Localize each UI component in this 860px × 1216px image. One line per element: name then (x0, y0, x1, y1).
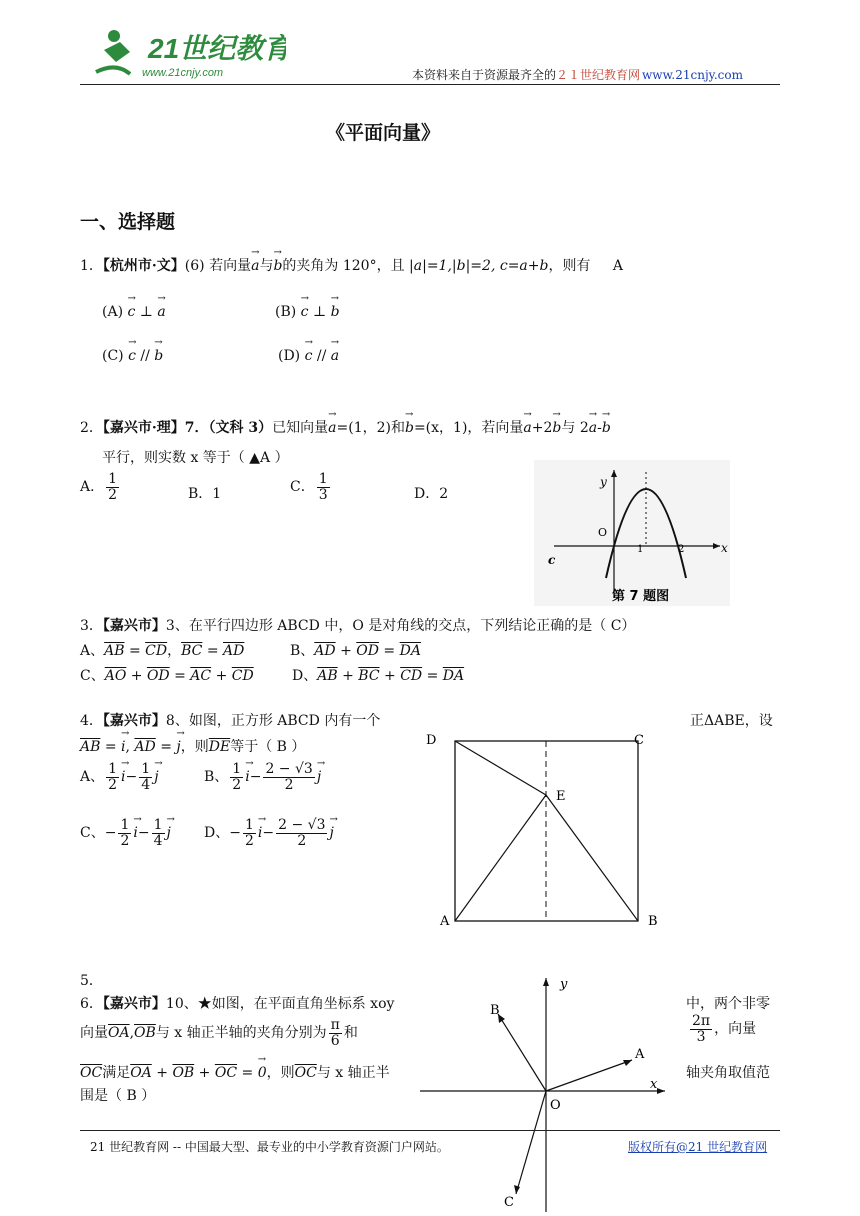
svg-text:B: B (490, 1003, 500, 1018)
q2-option-d: D．2 (414, 486, 449, 502)
svg-text:O: O (598, 526, 608, 539)
q6-stem-line3: $\overline{OC}$满足$\overline{OA} + \overline{OB} + \overline{OC}$ = → 0，则$\overline{OC}$与 x 轴正半 (80, 1062, 390, 1082)
q6-stem-right2: $\frac{2\pi}{3}$ ，向量 (692, 1013, 757, 1045)
section-heading: 一、选择题 (80, 211, 176, 233)
svg-text:E: E (556, 789, 566, 804)
q3-option-b: B、$\overline{AD} + \overline{OD} = \overline{DA}$ (290, 643, 421, 659)
q4-stem-right: 正ΔABE，设 (690, 713, 773, 729)
q1-option-a: (A) → c ⊥ → a (102, 304, 166, 320)
page-title: 《平面向量》 (326, 122, 441, 144)
svg-text:O: O (550, 1098, 561, 1113)
q2-option-b: B．1 (188, 486, 222, 502)
svg-text:y: y (600, 475, 607, 489)
svg-text:c: c (548, 553, 556, 567)
q3-option-a: A、$\overline{AB} = \overline{CD}$，$\overline{BC} = \overline{AD}$ (80, 643, 245, 659)
svg-text:x: x (721, 541, 728, 555)
brand-link[interactable]: ２１世纪教育网 (556, 68, 641, 82)
footer-divider (80, 1130, 780, 1131)
q4-option-c: C、− $\frac{1}{2}$ → i− $\frac{1}{4}$ → j (80, 818, 171, 848)
q1-option-c: (C) → c // → b (102, 348, 163, 364)
q4-stem: 4．【嘉兴市】8、如图，正方形 ABCD 内有一个 (80, 713, 381, 729)
q6-stem-right1: 中，两个非零 (686, 996, 770, 1012)
q2-figure-caption: 第 7 题图 (612, 589, 670, 604)
q1-option-b: (B) → c ⊥ → b (275, 304, 340, 320)
svg-text:A: A (440, 914, 450, 929)
q4-option-b: B、 $\frac{1}{2}$ → i− $\frac{2 - √3}{2}$ → j (204, 762, 321, 792)
svg-text:x: x (650, 1077, 658, 1092)
q6-stem: 6．【嘉兴市】10、★如图，在平面直角坐标系 xoy (80, 996, 395, 1012)
svg-text:2: 2 (678, 544, 685, 555)
q1-answer: A (612, 258, 624, 274)
logo-url: www.21cnjy.com (142, 67, 224, 79)
q4-square-figure (420, 726, 670, 932)
svg-text:1: 1 (637, 544, 644, 555)
q2-stem-line2: 平行，则实数 x 等于（ ▲A ） (102, 450, 289, 466)
q1-stem: 1．【杭州市·文】(6) 若向量→ a与→ b的夹角为 120°，且 |a|=1,|b|=2, c=a+b，则有 A (80, 255, 623, 275)
site-link[interactable]: www.21cnjy.com (642, 68, 743, 82)
svg-text:A: A (635, 1047, 645, 1062)
q2-parabola-figure (534, 460, 730, 606)
footer-copyright-link[interactable]: 版权所有@21 世纪教育网 (628, 1140, 768, 1154)
q6-stem-right3: 轴夹角取值范 (686, 1065, 770, 1081)
footer-left: 21 世纪教育网 -- 中国最大型、最专业的中小学教育资源门户网站。 (90, 1140, 449, 1154)
runner-logo-icon (86, 22, 286, 82)
q2-option-a: A． $\frac{1}{2}$ (80, 471, 118, 503)
header-notice: 本资料来自于资源最齐全的２１世纪教育网 www.21cnjy.com (412, 68, 743, 82)
q3-stem: 3．【嘉兴市】3、在平行四边形 ABCD 中，O 是对角线的交点，下列结论正确的是（ C） (80, 618, 636, 634)
q5-number: 5． (80, 973, 103, 989)
q2-option-c: C． $\frac{1}{3}$ (290, 471, 328, 503)
site-logo (86, 22, 286, 82)
svg-text:B: B (648, 914, 658, 929)
q2-stem: 2．【嘉兴市·理】7．（文科 3）已知向量→ a=(1，2)和→ b=(x，1)，若向量→ a+2→ b与 2→ a-→ b (80, 417, 611, 437)
svg-text:y: y (560, 977, 568, 992)
q3-option-c: C、$\overline{AO} + \overline{OD} = \overline{AC} + \overline{CD}$ (80, 668, 254, 684)
q1-option-d: (D) → c // → a (278, 348, 339, 364)
svg-text:D: D (426, 733, 437, 748)
q6-coordinate-figure (410, 972, 680, 1212)
svg-text:C: C (634, 733, 644, 748)
logo-text: 21世纪教育 (148, 33, 286, 64)
q4-option-d: D、− $\frac{1}{2}$ → i− $\frac{2 - √3}{2}$ → j (204, 818, 334, 848)
q4-option-a: A、 $\frac{1}{2}$ → i− $\frac{1}{4}$ → j (80, 762, 159, 792)
q4-stem-line2: $\overline{AB}$ = → i, $\overline{AD}$ = → j，则$\overline{DE}$等于（ B ） (80, 736, 305, 756)
q6-stem-line4: 围是（ B ） (80, 1088, 156, 1104)
header-divider (80, 84, 780, 85)
q3-option-d: D、$\overline{AB} + \overline{BC} + \overline{CD} = \overline{DA}$ (292, 668, 465, 684)
q6-stem-line2: 向量$\overline{OA},\overline{OB}$与 x 轴正半轴的夹角分别为 $\frac{\pi}{6}$ 和 (80, 1017, 358, 1049)
svg-text:C: C (504, 1195, 514, 1210)
q1-condition: |a|=1,|b|=2, c=a+b (409, 258, 549, 274)
